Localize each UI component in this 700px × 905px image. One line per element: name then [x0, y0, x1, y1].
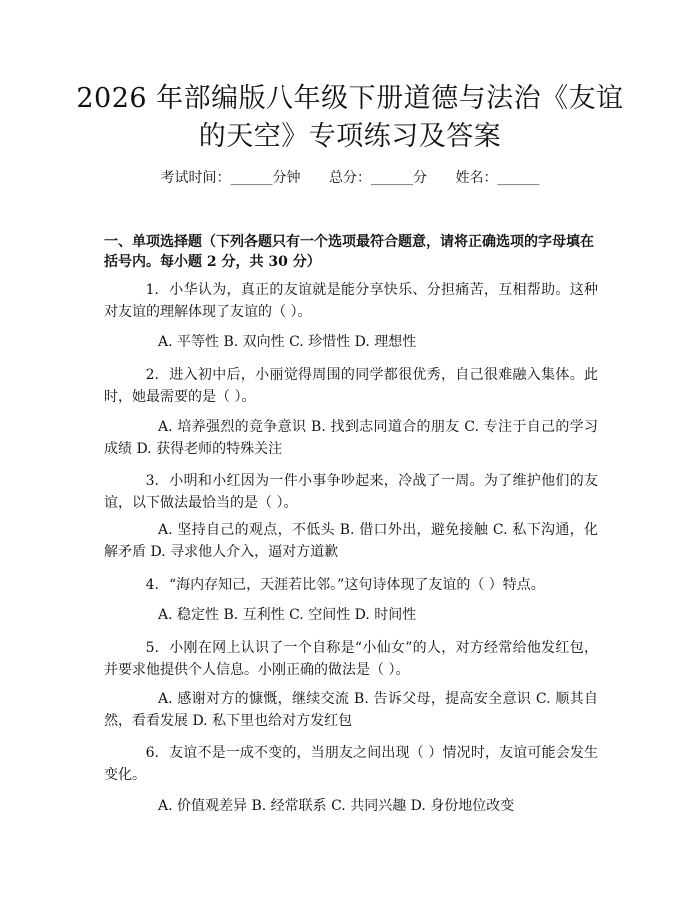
question-number: 6.	[145, 745, 159, 761]
question-4-options: A. 稳定性 B. 互利性 C. 空间性 D. 时间性	[158, 607, 417, 623]
question-number: 4.	[145, 577, 159, 593]
question-stem: “海内存知己，天涯若比邻。”这句诗体现了友谊的（ ）特点。	[169, 577, 545, 593]
question-2-options: A. 培养强烈的竞争意识 B. 找到志同道合的朋友 C. 专注于自己的学习成绩 D. 获得老师的特殊关注	[104, 419, 598, 457]
question-stem: 小华认为，真正的友谊就是能分享快乐、分担痛苦，互相帮助。这种对友谊的理解体现了友谊的（ ）。	[104, 282, 598, 320]
question-stem: 进入初中后，小丽觉得周围的同学都很优秀，自己很难融入集体。此时，她最需要的是（ ）。	[104, 367, 598, 405]
question-5-options: A. 感谢对方的慷慨，继续交流 B. 告诉父母，提高安全意识 C. 顺其自然，看看发展 D. 私下里也给对方发红包	[104, 691, 598, 729]
question-number: 1.	[145, 282, 159, 298]
question-stem: 小刚在网上认识了一个自称是“小仙女”的人，对方经常给他发红包，并要求他提供个人信息。小刚正确的做法是（ ）。	[104, 640, 598, 678]
question-stem: 友谊不是一成不变的，当朋友之间出现（ ）情况时，友谊可能会发生变化。	[104, 745, 598, 783]
exam-score: 总分：______分	[329, 170, 427, 186]
document-title: 2026 年部编版八年级下册道德与法治《友谊的天空》专项练习及答案	[76, 83, 624, 152]
exam-time: 考试时间：______分钟	[160, 170, 301, 186]
exam-name: 姓名：______	[455, 170, 540, 186]
question-1-options: A. 平等性 B. 双向性 C. 珍惜性 D. 理想性	[158, 334, 417, 350]
question-number: 5.	[145, 640, 159, 656]
section-heading: 一、单项选择题（下列各题只有一个选项最符合题意，请将正确选项的字母填在括号内。每小题 2 分，共 30 分）	[104, 234, 594, 270]
question-6-options: A. 价值观差异 B. 经常联系 C. 共同兴趣 D. 身份地位改变	[158, 798, 515, 814]
question-6	[104, 742, 598, 786]
question-number: 2.	[145, 367, 159, 383]
question-2	[104, 364, 598, 408]
question-5	[104, 637, 598, 681]
question-4	[104, 574, 598, 596]
exam-meta	[0, 167, 700, 187]
question-1	[104, 279, 598, 323]
question-3-options: A. 坚持自己的观点，不低头 B. 借口外出，避免接触 C. 私下沟通，化解矛盾 D. 寻求他人介入，逼对方道歉	[104, 522, 598, 560]
question-stem: 小明和小红因为一件小事争吵起来，冷战了一周。为了维护他们的友谊，以下做法最恰当的是（ ）。	[104, 473, 598, 511]
question-number: 3.	[145, 473, 159, 489]
question-3	[104, 470, 598, 514]
